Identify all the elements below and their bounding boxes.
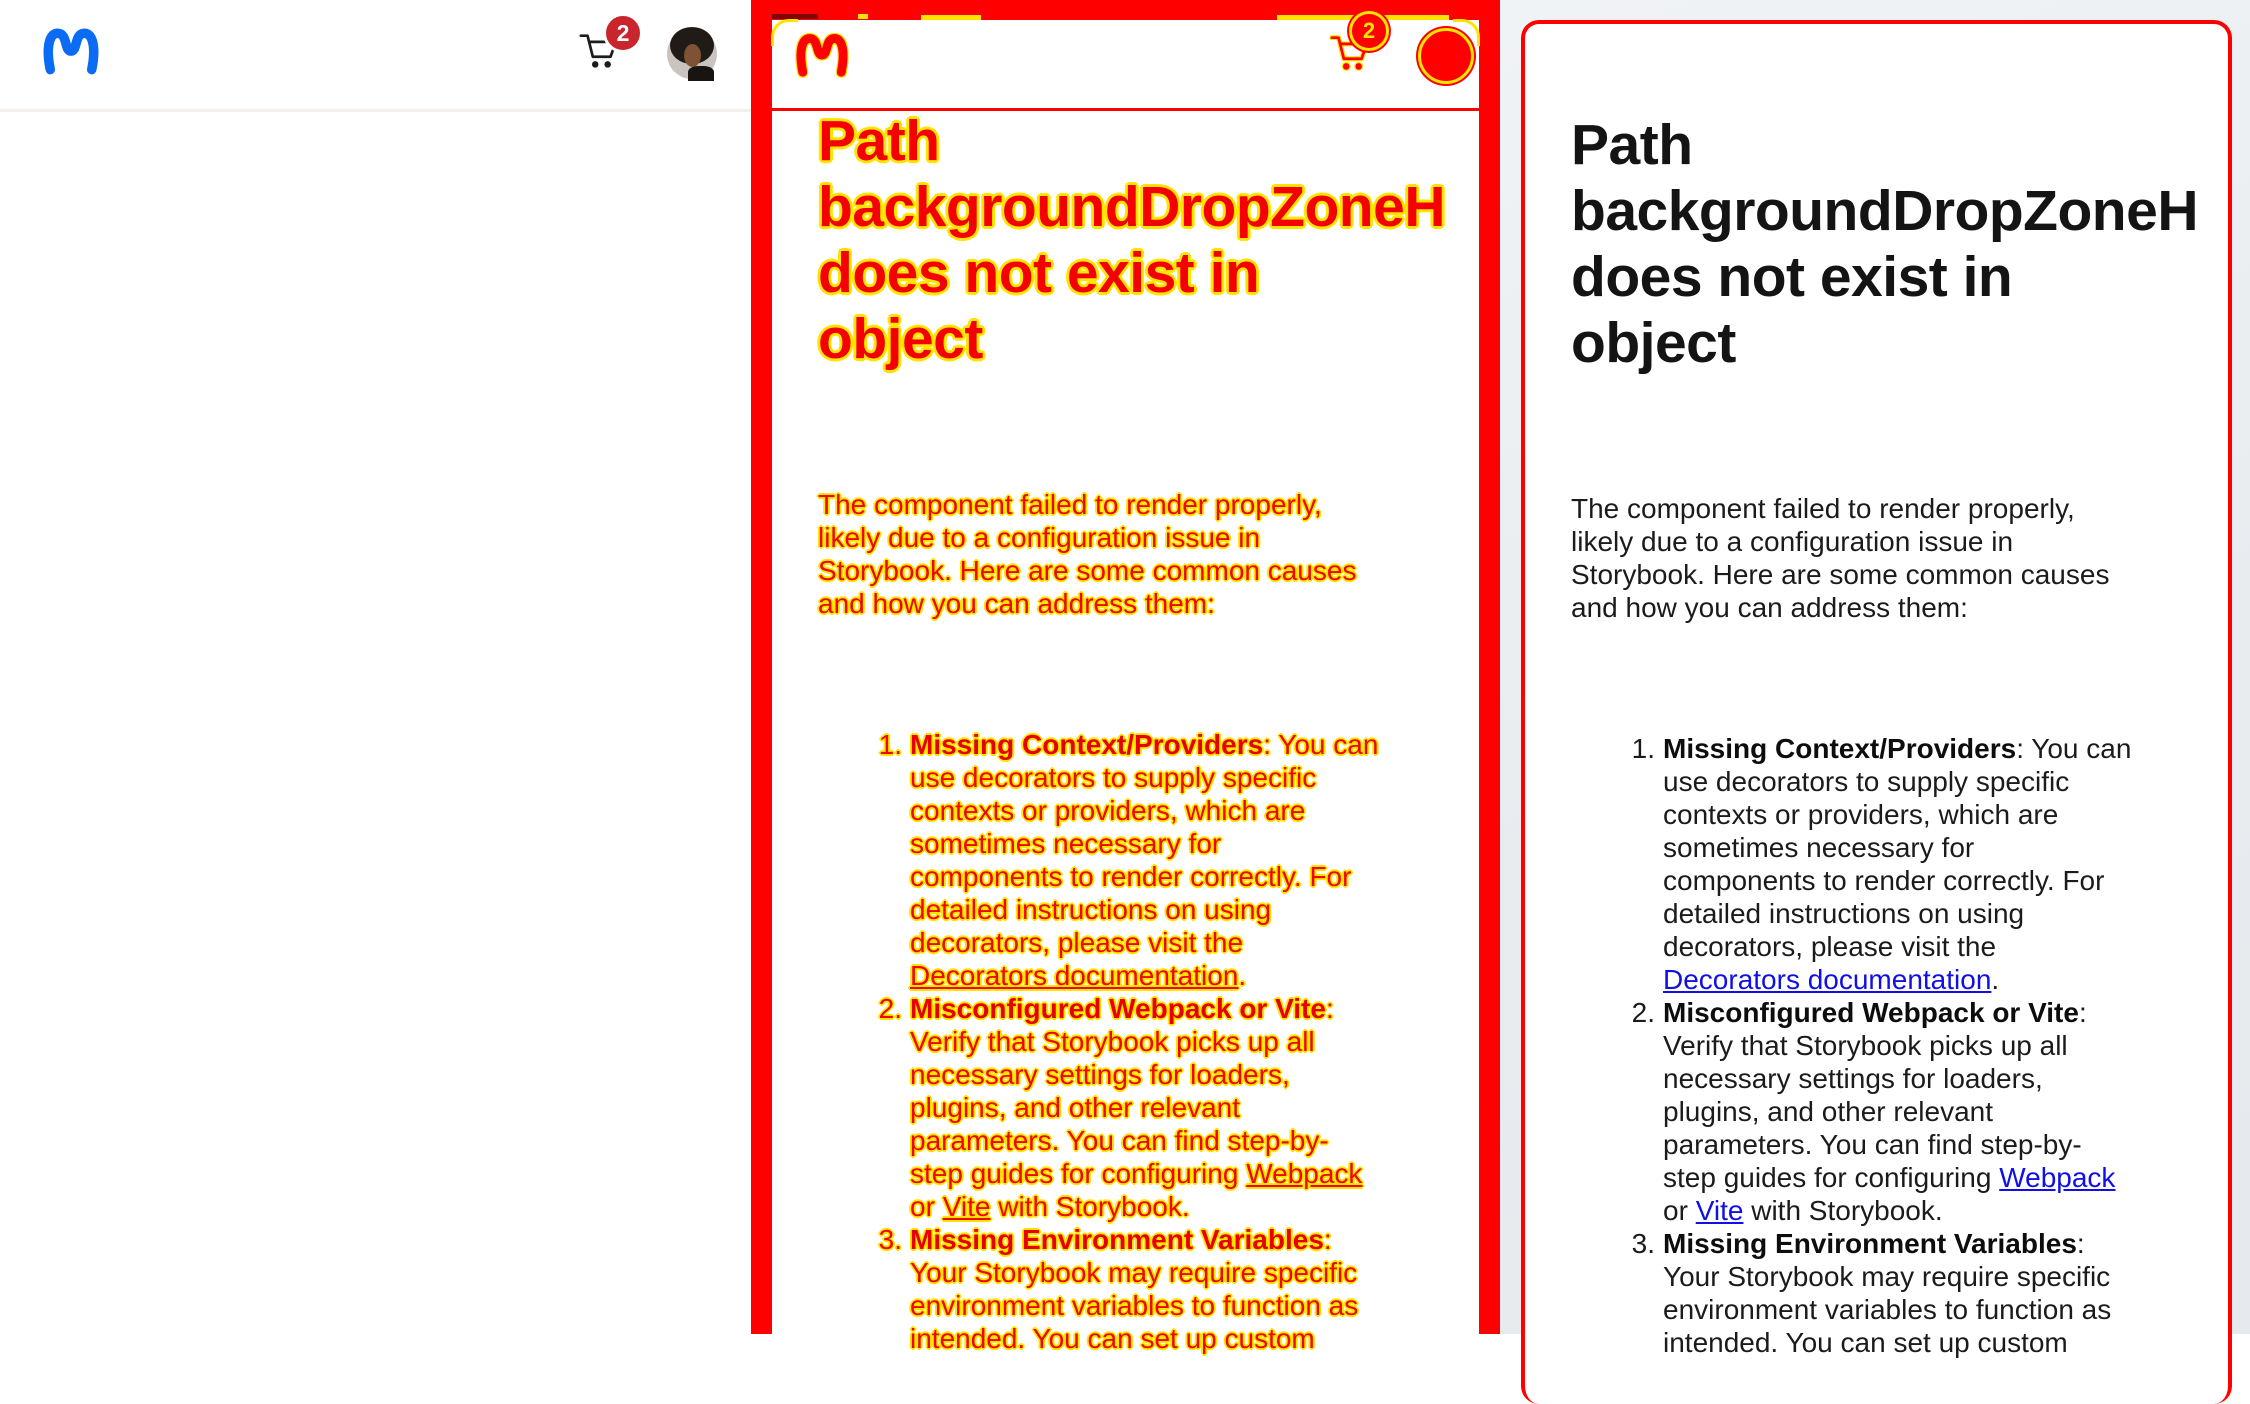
text-line [818, 108, 1484, 174]
text-segment: components to render correctly. For [1663, 865, 2105, 896]
cart-badge-count: 2 [1362, 18, 1376, 43]
text-line [1663, 930, 2131, 963]
error-intro [1571, 492, 2109, 624]
cart-badge [603, 13, 643, 53]
text-line [910, 1256, 1378, 1289]
text-line [910, 761, 1378, 794]
text-line [1663, 996, 2131, 1029]
text-line [1663, 1095, 2131, 1128]
text-segment: sometimes necessary for [1663, 832, 1975, 863]
list-number: 2. [878, 993, 902, 1024]
text-segment: use decorators to supply specific [1663, 766, 2070, 797]
text-segment: Your Storybook may require specific [1663, 1261, 2111, 1292]
text-segment: Missing Environment Variables [910, 1224, 1324, 1255]
text-segment: and how you can address them: [1571, 592, 1968, 623]
text-segment: : [1325, 993, 1334, 1024]
text-segment: with Storybook. [990, 1191, 1190, 1222]
inline-link: Decorators documentation [910, 960, 1239, 991]
error-cause-item [878, 728, 1379, 992]
list-number: 1. [878, 729, 902, 760]
error-title [1571, 112, 2237, 376]
text-line [910, 728, 1378, 761]
error-cause-item [1631, 996, 2131, 1227]
text-segment: step guides for configuring [1663, 1162, 2000, 1193]
text-segment: likely due to a configuration issue in [1571, 526, 2014, 557]
text-segment: parameters. You can find step-by- [910, 1125, 1329, 1156]
header-divider [0, 109, 751, 112]
text-line [910, 1124, 1378, 1157]
text-segment: Path [818, 109, 940, 173]
text-segment: contexts or providers, which are [1663, 799, 2059, 830]
diff-corner-artifact [771, 19, 798, 46]
text-line [818, 240, 1484, 306]
text-line [1571, 112, 2237, 178]
text-segment: backgroundDropZoneH [818, 175, 1445, 239]
text-segment: Misconfigured Webpack or Vite [910, 993, 1326, 1024]
text-segment: likely due to a configuration issue in [818, 522, 1261, 553]
text-line [910, 1190, 1378, 1223]
text-line [1663, 1293, 2131, 1326]
text-segment: parameters. You can find step-by- [1663, 1129, 2082, 1160]
text-line [910, 1223, 1378, 1256]
site-header [0, 0, 751, 109]
inline-link[interactable]: Decorators documentation [1663, 964, 1992, 995]
text-line [910, 992, 1378, 1025]
text-line [1663, 897, 2131, 930]
text-segment: Path [1571, 113, 1693, 177]
text-line [910, 926, 1378, 959]
text-segment: decorators, please visit the [1663, 931, 1997, 962]
diff-artifact-dash [858, 14, 868, 19]
error-cause-item [1631, 1227, 2131, 1359]
text-segment: object [818, 307, 983, 371]
text-segment: environment variables to function as [910, 1290, 1359, 1321]
text-line [1663, 1161, 2131, 1194]
text-line [1571, 178, 2237, 244]
text-segment: . [1238, 960, 1247, 991]
text-line [910, 1322, 1378, 1355]
text-line [910, 794, 1378, 827]
text-segment: Your Storybook may require specific [910, 1257, 1358, 1288]
text-line [910, 1058, 1378, 1091]
text-line [1663, 765, 2131, 798]
movistar-logo [796, 28, 848, 80]
text-line [910, 893, 1378, 926]
list-number: 3. [878, 1224, 902, 1255]
text-segment: Missing Context/Providers [1663, 733, 2017, 764]
text-segment: decorators, please visit the [910, 927, 1244, 958]
text-segment: Verify that Storybook picks up all [910, 1026, 1315, 1057]
text-line [1663, 798, 2131, 831]
text-segment: does not exist in [818, 241, 1260, 305]
text-line [910, 959, 1378, 992]
avatar-shoulder [688, 66, 714, 81]
text-line [1663, 1260, 2131, 1293]
error-card [1521, 20, 2232, 1404]
text-segment: step guides for configuring [910, 1158, 1247, 1189]
text-line [910, 860, 1378, 893]
text-segment: or [1663, 1195, 1696, 1226]
text-segment: Storybook. Here are some common causes [1571, 559, 2110, 590]
text-line [910, 1289, 1378, 1322]
text-line [1571, 558, 2109, 591]
inline-link[interactable]: Webpack [1999, 1162, 2116, 1193]
text-line [818, 554, 1356, 587]
text-segment: detailed instructions on using [1663, 898, 2025, 929]
text-line [1663, 831, 2131, 864]
text-segment: : [2076, 1228, 2085, 1259]
text-segment: with Storybook. [1743, 1195, 1943, 1226]
inline-link: Webpack [1246, 1158, 1363, 1189]
text-segment: components to render correctly. For [910, 861, 1352, 892]
text-segment: The component failed to render properly, [818, 489, 1322, 520]
text-segment: object [1571, 311, 1736, 375]
text-segment: : You can [2016, 733, 2132, 764]
text-segment: backgroundDropZoneH [1571, 179, 2198, 243]
list-number: 2. [1631, 997, 1655, 1028]
baseline-panel [0, 0, 751, 1334]
text-line [1663, 1326, 2131, 1359]
diff-panel [751, 0, 1500, 1354]
error-cause-list [1631, 732, 2132, 1359]
text-line [910, 1157, 1378, 1190]
text-line [818, 521, 1356, 554]
text-line [1663, 1062, 2131, 1095]
cart-badge-count: 2 [616, 19, 630, 46]
text-segment: contexts or providers, which are [910, 795, 1306, 826]
text-segment: Verify that Storybook picks up all [1663, 1030, 2068, 1061]
text-segment: intended. You can set up custom [1663, 1327, 2068, 1358]
text-line [1663, 864, 2131, 897]
text-line [910, 1025, 1378, 1058]
diff-card [772, 18, 1479, 1354]
error-cause-item [878, 1223, 1378, 1355]
text-segment: plugins, and other relevant [910, 1092, 1240, 1123]
list-number: 3. [1631, 1228, 1655, 1259]
actual-panel [1500, 0, 2250, 1358]
text-line [1663, 1128, 2131, 1161]
text-line [818, 306, 1484, 372]
text-segment: does not exist in [1571, 245, 2013, 309]
text-line [818, 174, 1484, 240]
text-segment: use decorators to supply specific [910, 762, 1317, 793]
inline-link: Vite [942, 1191, 991, 1222]
text-segment: : You can [1263, 729, 1379, 760]
text-line [1663, 1029, 2131, 1062]
avatar-face [684, 44, 701, 67]
error-cause-item [1631, 732, 2132, 996]
text-segment: and how you can address them: [818, 588, 1215, 619]
error-title [818, 108, 1484, 372]
text-line [1571, 310, 2237, 376]
text-segment: : [1323, 1224, 1332, 1255]
text-line [1571, 525, 2109, 558]
list-number: 1. [1631, 733, 1655, 764]
text-segment: Missing Context/Providers [910, 729, 1264, 760]
text-segment: environment variables to function as [1663, 1294, 2112, 1325]
error-intro [818, 488, 1356, 620]
inline-link[interactable]: Vite [1695, 1195, 1744, 1226]
text-line [1663, 1194, 2131, 1227]
text-segment: Missing Environment Variables [1663, 1228, 2077, 1259]
movistar-logo[interactable] [43, 22, 99, 78]
text-segment: intended. You can set up custom [910, 1323, 1315, 1354]
text-line [1663, 1227, 2131, 1260]
cart-badge [1349, 11, 1389, 51]
text-segment: plugins, and other relevant [1663, 1096, 1993, 1127]
error-cause-list [878, 728, 1379, 1355]
text-line [1663, 732, 2131, 765]
text-line [1571, 492, 2109, 525]
text-line [910, 827, 1378, 860]
text-line [1663, 963, 2131, 996]
text-segment: or [910, 1191, 943, 1222]
user-avatar [1418, 28, 1474, 84]
text-segment: Storybook. Here are some common causes [818, 555, 1357, 586]
text-segment: . [1991, 964, 2000, 995]
text-line [1571, 244, 2237, 310]
text-line [1571, 591, 2109, 624]
text-segment: : [2078, 997, 2087, 1028]
text-line [910, 1091, 1378, 1124]
text-segment: The component failed to render properly, [1571, 493, 2075, 524]
error-cause-item [878, 992, 1378, 1223]
user-avatar[interactable] [667, 29, 717, 79]
text-segment: Misconfigured Webpack or Vite [1663, 997, 2079, 1028]
text-segment: necessary settings for loaders, [910, 1059, 1290, 1090]
text-segment: sometimes necessary for [910, 828, 1222, 859]
text-line [818, 587, 1356, 620]
text-segment: necessary settings for loaders, [1663, 1063, 2043, 1094]
text-line [818, 488, 1356, 521]
text-segment: detailed instructions on using [910, 894, 1272, 925]
